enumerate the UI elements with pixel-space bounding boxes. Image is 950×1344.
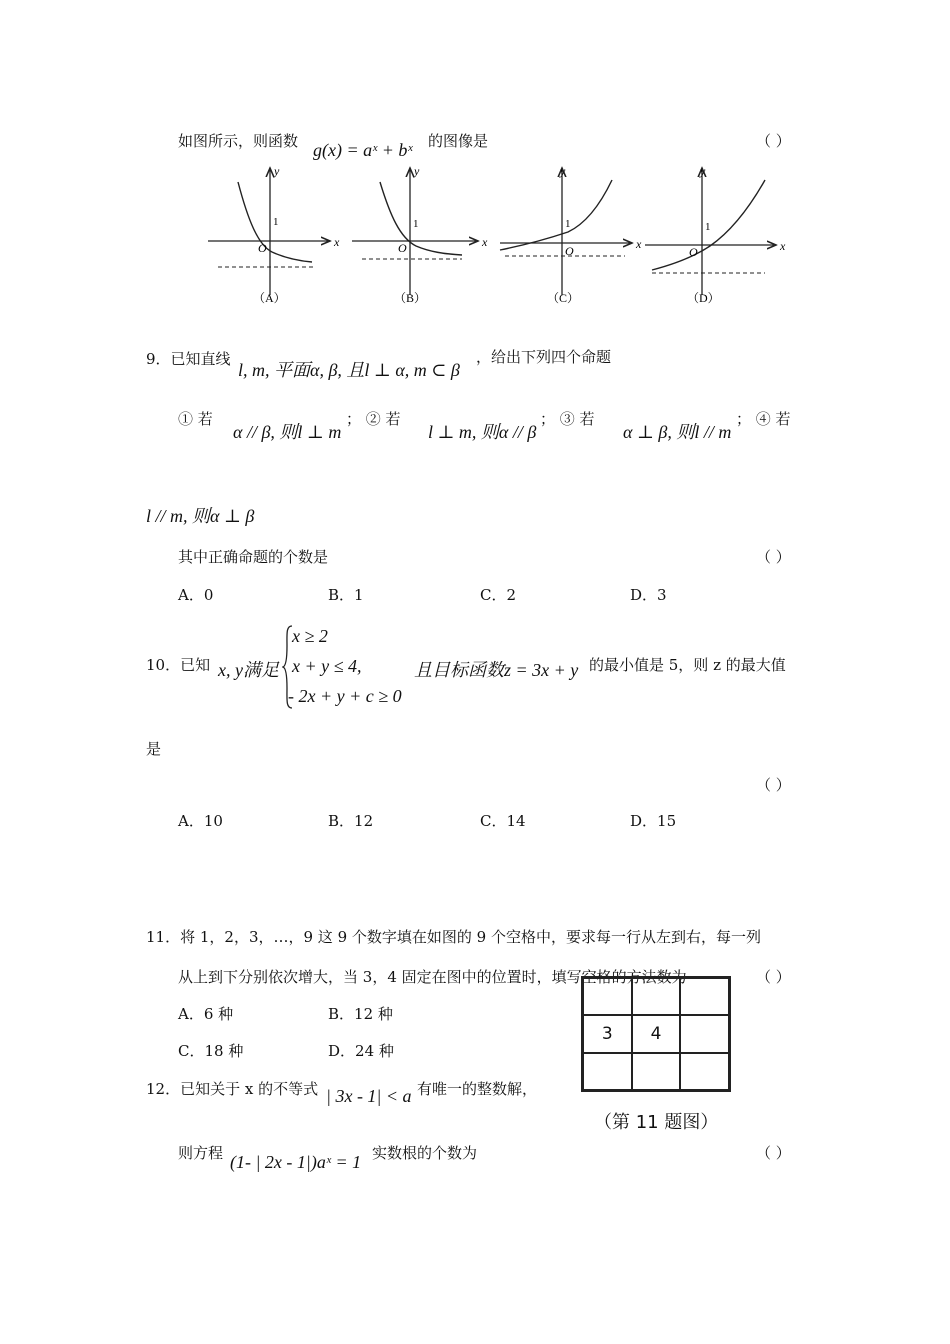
grid-cell [680,978,729,1015]
q9-option-d[interactable]: D．3 [630,586,667,604]
graph-b-y-label: y [414,164,420,178]
q11-line2: 从上到下分别依次增大，当 3，4 固定在图中的位置时，填写空格的方法数为 [178,968,687,986]
q9-prop1: α // β, 则l ⊥ m [233,422,342,442]
q11-grid-caption: （第 11 题图） [594,1112,719,1133]
q9-prop4: l // m, 则α ⊥ β [146,506,255,526]
q10-option-b[interactable]: B．12 [328,812,374,830]
q8-graphs [200,160,790,310]
grid-cell: 4 [632,1015,681,1052]
q9-number: 9．已知直线 [146,350,231,368]
graph-a-y-label: y [274,164,280,178]
graph-a-x-label: x [334,235,340,249]
q10-tail2: 是 [146,740,162,758]
q10-vars: x, y满足 [218,660,279,680]
graph-d-one-label: 1 [705,221,711,233]
graph-b [352,164,488,305]
q11-answer-paren: （ ） [756,968,791,986]
q12-answer-paren: （ ） [756,1144,791,1162]
graph-a-caption: （A） [253,291,286,305]
graph-c-x-label: x [636,237,642,251]
q10-constraint-3: - 2x + y + c ≥ 0 [288,686,402,706]
q9-condition: l, m, 平面α, β, 且l ⊥ α, m ⊂ β [238,360,460,380]
q10-answer-paren: （ ） [756,776,791,794]
graph-d-y-label: y [700,164,706,178]
graph-d-x-label: x [780,239,786,253]
graph-a [208,164,340,305]
q9-prop2-mark: ； ② 若 [346,410,401,428]
q9-option-b[interactable]: B．1 [328,586,364,604]
q9-answer-paren: （ ） [756,548,791,566]
q11-line1: 11．将 1，2，3，…，9 这 9 个数字填在如图的 9 个空格中，要求每一行从左到右，每一列 [146,928,761,946]
q12-line1b: 有唯一的整数解， [417,1080,538,1098]
q8-intro: 如图所示，则函数 [178,132,299,150]
q10-number: 10．已知 [146,656,211,674]
grid-cell [680,1053,729,1090]
graph-a-origin-label: O [258,241,267,255]
q11-option-b[interactable]: B．12 种 [328,1005,393,1023]
q12-equation: (1- | 2x - 1|)aˣ = 1 [230,1152,362,1172]
q9-question: 其中正确命题的个数是 [178,548,329,566]
graph-c-origin-label: O [565,244,574,258]
q9-prop3-mark: ； ③ 若 [540,410,595,428]
graph-b-one-label: 1 [413,218,419,230]
q8-formula: g(x) = aˣ + bˣ [313,140,413,160]
grid-cell [583,978,632,1015]
q12-inequality: | 3x - 1| < a [326,1086,412,1106]
q9-prop2: l ⊥ m, 则α // β [428,422,537,442]
graph-d-origin-label: O [689,245,698,259]
q9-prop4-mark: ； ④ 若 [736,410,791,428]
graph-c [500,164,642,305]
grid-cell: 3 [583,1015,632,1052]
graph-b-caption: （B） [394,291,427,305]
grid-cell [680,1015,729,1052]
grid-cell [632,978,681,1015]
q9-prop1-mark: ① 若 [178,410,213,428]
q12-line1a: 12．已知关于 x 的不等式 [146,1080,319,1098]
q10-option-a[interactable]: A．10 [178,812,223,830]
grid-cell [632,1053,681,1090]
q9-prop3: α ⊥ β, 则l // m [623,422,732,442]
q9-tail: ，给出下列四个命题 [476,348,612,366]
graph-d-caption: （D） [687,291,720,305]
graph-b-curve [380,182,462,255]
q11-option-a[interactable]: A．6 种 [178,1005,234,1023]
graph-d [645,164,786,305]
q10-option-c[interactable]: C．14 [480,812,526,830]
q10-option-d[interactable]: D．15 [630,812,677,830]
q10-tail: 的最小值是 5，则 z 的最大值 [589,656,786,674]
q8-outro: 的图像是 [428,132,489,150]
graph-c-y-label: y [560,164,566,178]
q9-option-c[interactable]: C．2 [480,586,517,604]
q11-grid [581,976,731,1092]
q8-answer-paren: （ ） [756,132,791,150]
graph-c-curve [500,180,612,250]
graph-b-origin-label: O [398,241,407,255]
grid-cell [583,1053,632,1090]
q12-line2a: 则方程 [178,1144,224,1162]
q12-line2b: 实数根的个数为 [372,1144,478,1162]
q10-constraint-2: x + y ≤ 4, [292,656,362,676]
graph-a-one-label: 1 [273,216,279,228]
graph-b-x-label: x [482,235,488,249]
q11-option-d[interactable]: D．24 种 [328,1042,394,1060]
q10-constraint-1: x ≥ 2 [292,626,328,646]
q10-objective: 且目标函数z = 3x + y [414,660,579,680]
graph-c-caption: （C） [547,291,580,305]
q11-option-c[interactable]: C．18 种 [178,1042,244,1060]
q9-option-a[interactable]: A．0 [178,586,214,604]
graph-c-one-label: 1 [565,218,571,230]
